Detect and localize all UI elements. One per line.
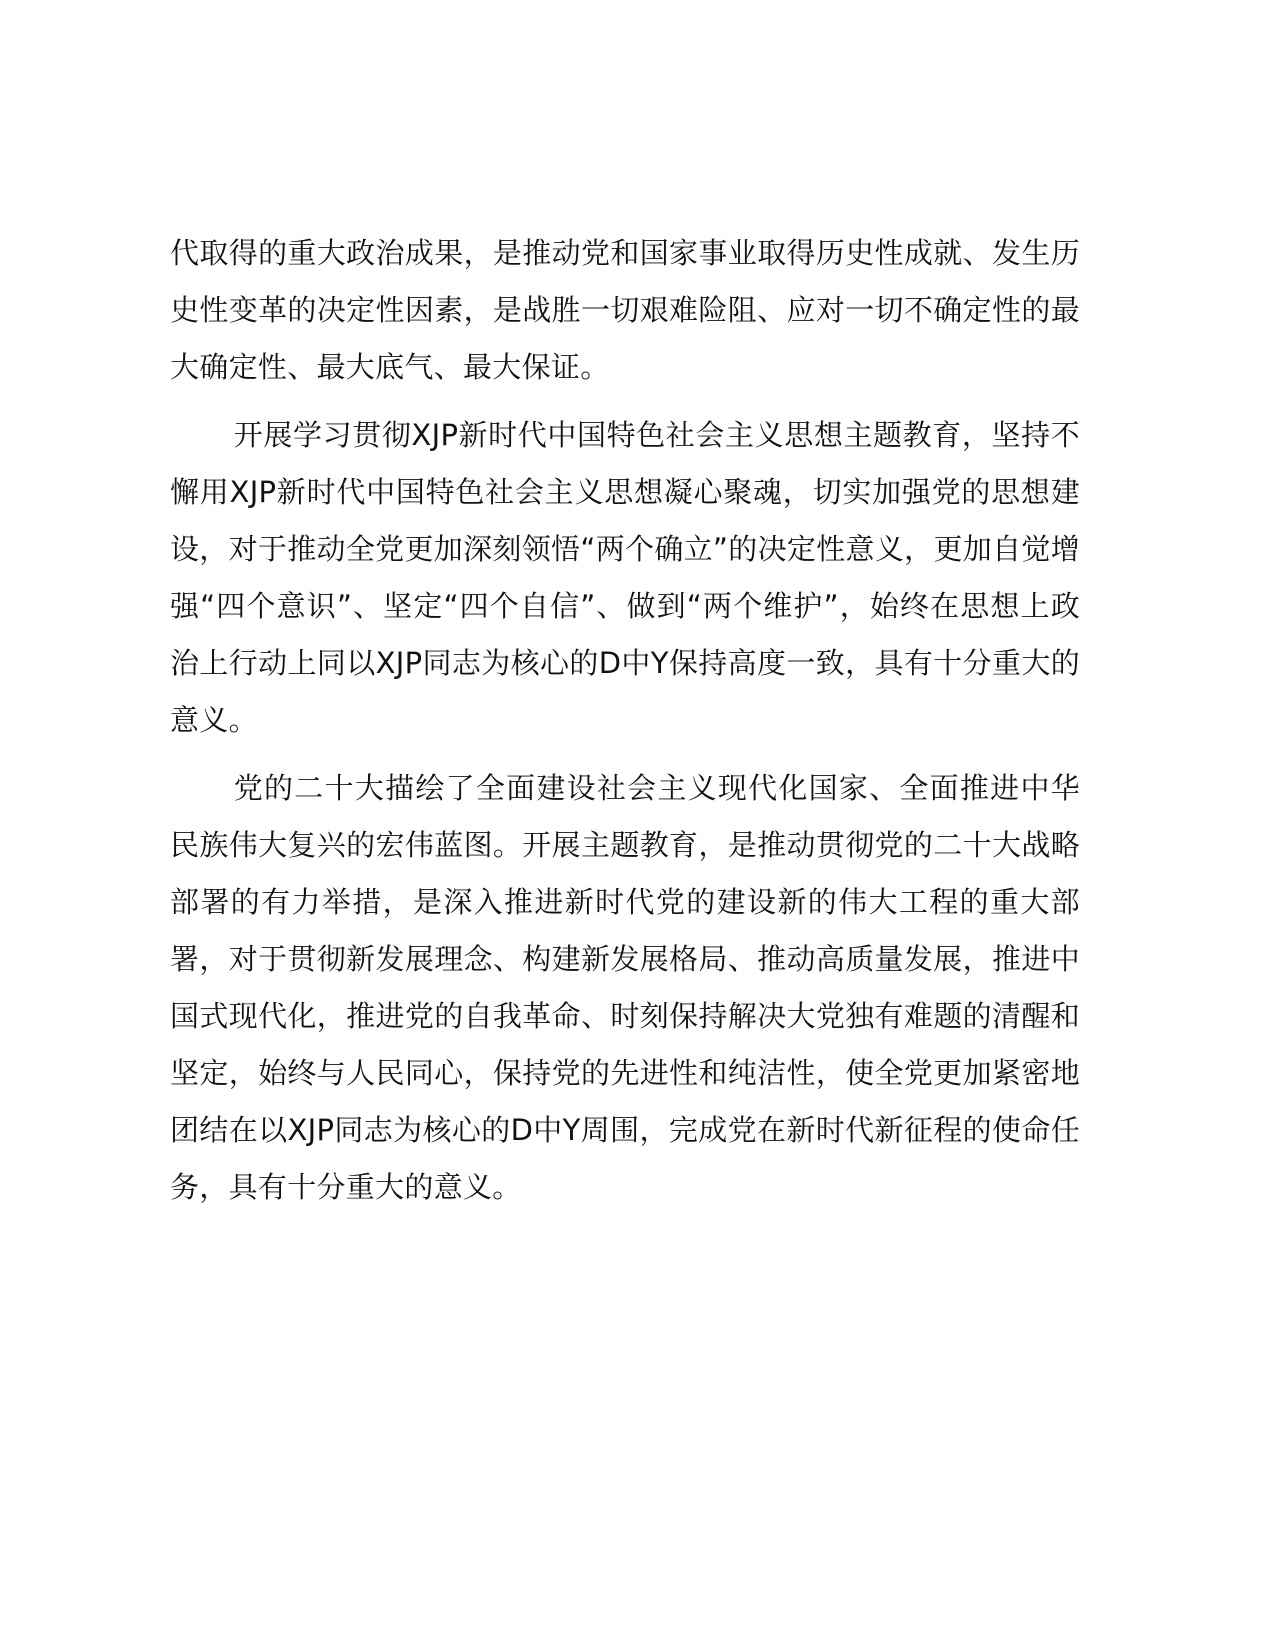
- paragraph-3: 党的二十大描绘了全面建设社会主义现代化国家、全面推进中华民族伟大复兴的宏伟蓝图。开展主题教育，是推动贯彻党的二十大战略部署的有力举措，是深入推进新时代党的建设新的伟大工程的重大部署，对于贯彻新发展理念、构建新发展格局、推动高质量发展，推进中国式现代化，推进党的自我革命、时刻保持解决大党独有难题的清醒和坚定，始终与人民同心，保持党的先进性和纯洁性，使全党更加紧密地团结在以XJP同志为核心的D中Y周围，完成党在新时代新征程的使命任务，具有十分重大的意义。: [170, 771, 1080, 1204]
- paragraph-1: 代取得的重大政治成果，是推动党和国家事业取得历史性成就、发生历史性变革的决定性因素，是战胜一切艰难险阻、应对一切不确定性的最大确定性、最大底气、最大保证。: [170, 236, 1080, 384]
- document-body: [170, 225, 1080, 1227]
- paragraph-2: 开展学习贯彻XJP新时代中国特色社会主义思想主题教育，坚持不懈用XJP新时代中国特色社会主义思想凝心聚魂，切实加强党的思想建设，对于推动全党更加深刻领悟“两个确立”的决定性意义，更加自觉增强“四个意识”、坚定“四个自信”、做到“两个维护”，始终在思想上政治上行动上同以XJP同志为核心的D中Y保持高度一致，具有十分重大的意义。: [170, 418, 1080, 737]
